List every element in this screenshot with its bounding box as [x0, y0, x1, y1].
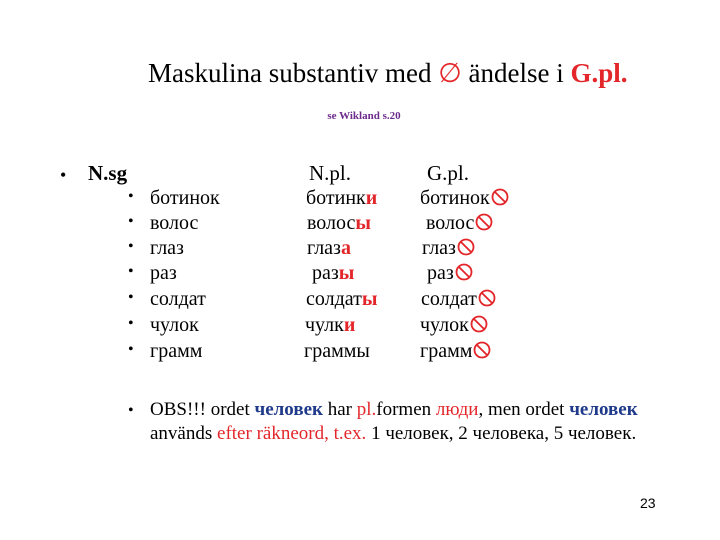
npl-form: [312, 262, 354, 285]
nsg-form: грамм: [150, 340, 203, 362]
bullet: •: [128, 213, 134, 230]
npl-stem: глаз: [307, 237, 341, 259]
npl-ending: а: [340, 237, 351, 259]
obs-word: люди: [435, 399, 479, 420]
title-middle: ändelse i: [461, 58, 571, 88]
gpl-word: ботинок: [420, 187, 490, 209]
npl-ending: ы: [355, 212, 372, 234]
obs-part: 1 человек, 2 человека, 5 человек.: [366, 423, 637, 444]
gpl-form: [420, 187, 509, 210]
npl-form: [304, 340, 370, 363]
npl-ending: и: [365, 187, 378, 209]
nsg-form: волос: [150, 212, 199, 234]
gpl-word: чулок: [420, 314, 469, 336]
null-ending-icon: [473, 341, 491, 359]
gpl-form: [420, 340, 491, 363]
null-ending-icon: [478, 289, 496, 307]
gpl-word: глаз: [422, 237, 456, 259]
obs-part: formen: [376, 399, 436, 420]
table-row: [0, 262, 720, 288]
npl-form: [306, 288, 378, 311]
bullet: •: [128, 188, 134, 205]
nsg-form: глаз: [150, 237, 184, 259]
npl-form: [306, 187, 377, 210]
null-ending-icon: [470, 315, 488, 333]
nsg-form: чулок: [150, 314, 199, 336]
npl-ending: и: [343, 314, 356, 336]
gpl-form: [422, 237, 475, 260]
table-row: [0, 237, 720, 263]
bullet: •: [128, 289, 134, 306]
bullet: •: [128, 238, 134, 255]
bullet: •: [128, 341, 134, 358]
title-prefix: Maskulina substantiv med: [148, 58, 432, 88]
gpl-word: волос: [426, 212, 475, 234]
title-case: G.pl.: [570, 58, 628, 88]
npl-stem: волос: [307, 212, 356, 234]
gpl-form: [421, 288, 496, 311]
null-ending-icon: [457, 238, 475, 256]
gpl-word: солдат: [421, 288, 477, 310]
slide-title: [148, 58, 628, 89]
null-ending-icon: [491, 188, 509, 206]
bullet: •: [128, 402, 134, 419]
table-row: [0, 187, 720, 213]
table-row: [0, 288, 720, 314]
npl-ending: ы: [361, 288, 378, 310]
obs-pl-form: pl.: [356, 399, 377, 420]
npl-form: [307, 237, 351, 260]
npl-form: [307, 212, 371, 235]
gpl-word: раз: [427, 262, 454, 284]
bullet: •: [128, 263, 134, 280]
table-row: [0, 212, 720, 238]
bullet: •: [60, 165, 67, 185]
obs-part: , men ordet: [478, 399, 570, 420]
nsg-label: N.sg: [88, 161, 128, 185]
obs-part: OBS!!! ordet: [150, 399, 255, 420]
npl-form: [305, 314, 355, 337]
obs-word: человек: [254, 399, 323, 420]
npl-stem: раз: [312, 262, 339, 284]
page-number: 23: [640, 495, 656, 511]
table-row: [0, 340, 720, 366]
reference-note: se Wikland s.20: [327, 110, 401, 122]
bullet: •: [128, 315, 134, 332]
gpl-form: [426, 212, 493, 235]
null-ending-icon: [475, 213, 493, 231]
obs-text: [150, 398, 690, 446]
obs-part: används: [150, 423, 218, 444]
npl-stem: ботинк: [306, 187, 366, 209]
npl-ending: ы: [338, 262, 355, 284]
npl-stem: чулк: [305, 314, 344, 336]
npl-stem: солдат: [306, 288, 362, 310]
nsg-form: раз: [150, 262, 177, 284]
gpl-form: [420, 314, 488, 337]
null-ending-icon: [455, 263, 473, 281]
gpl-header: G.pl.: [427, 161, 469, 185]
gpl-word: грамм: [420, 340, 473, 362]
nsg-form: ботинок: [150, 187, 220, 209]
obs-word: человек: [569, 399, 638, 420]
gpl-form: [427, 262, 473, 285]
nsg-form: солдат: [150, 288, 206, 310]
npl-header: N.pl.: [309, 161, 351, 185]
obs-after-numeral: efter räkneord, t.ex.: [217, 423, 367, 444]
npl-stem: граммы: [304, 340, 370, 362]
table-row: [0, 314, 720, 340]
obs-part: har: [322, 399, 357, 420]
null-ending-symbol: ∅: [438, 58, 462, 88]
